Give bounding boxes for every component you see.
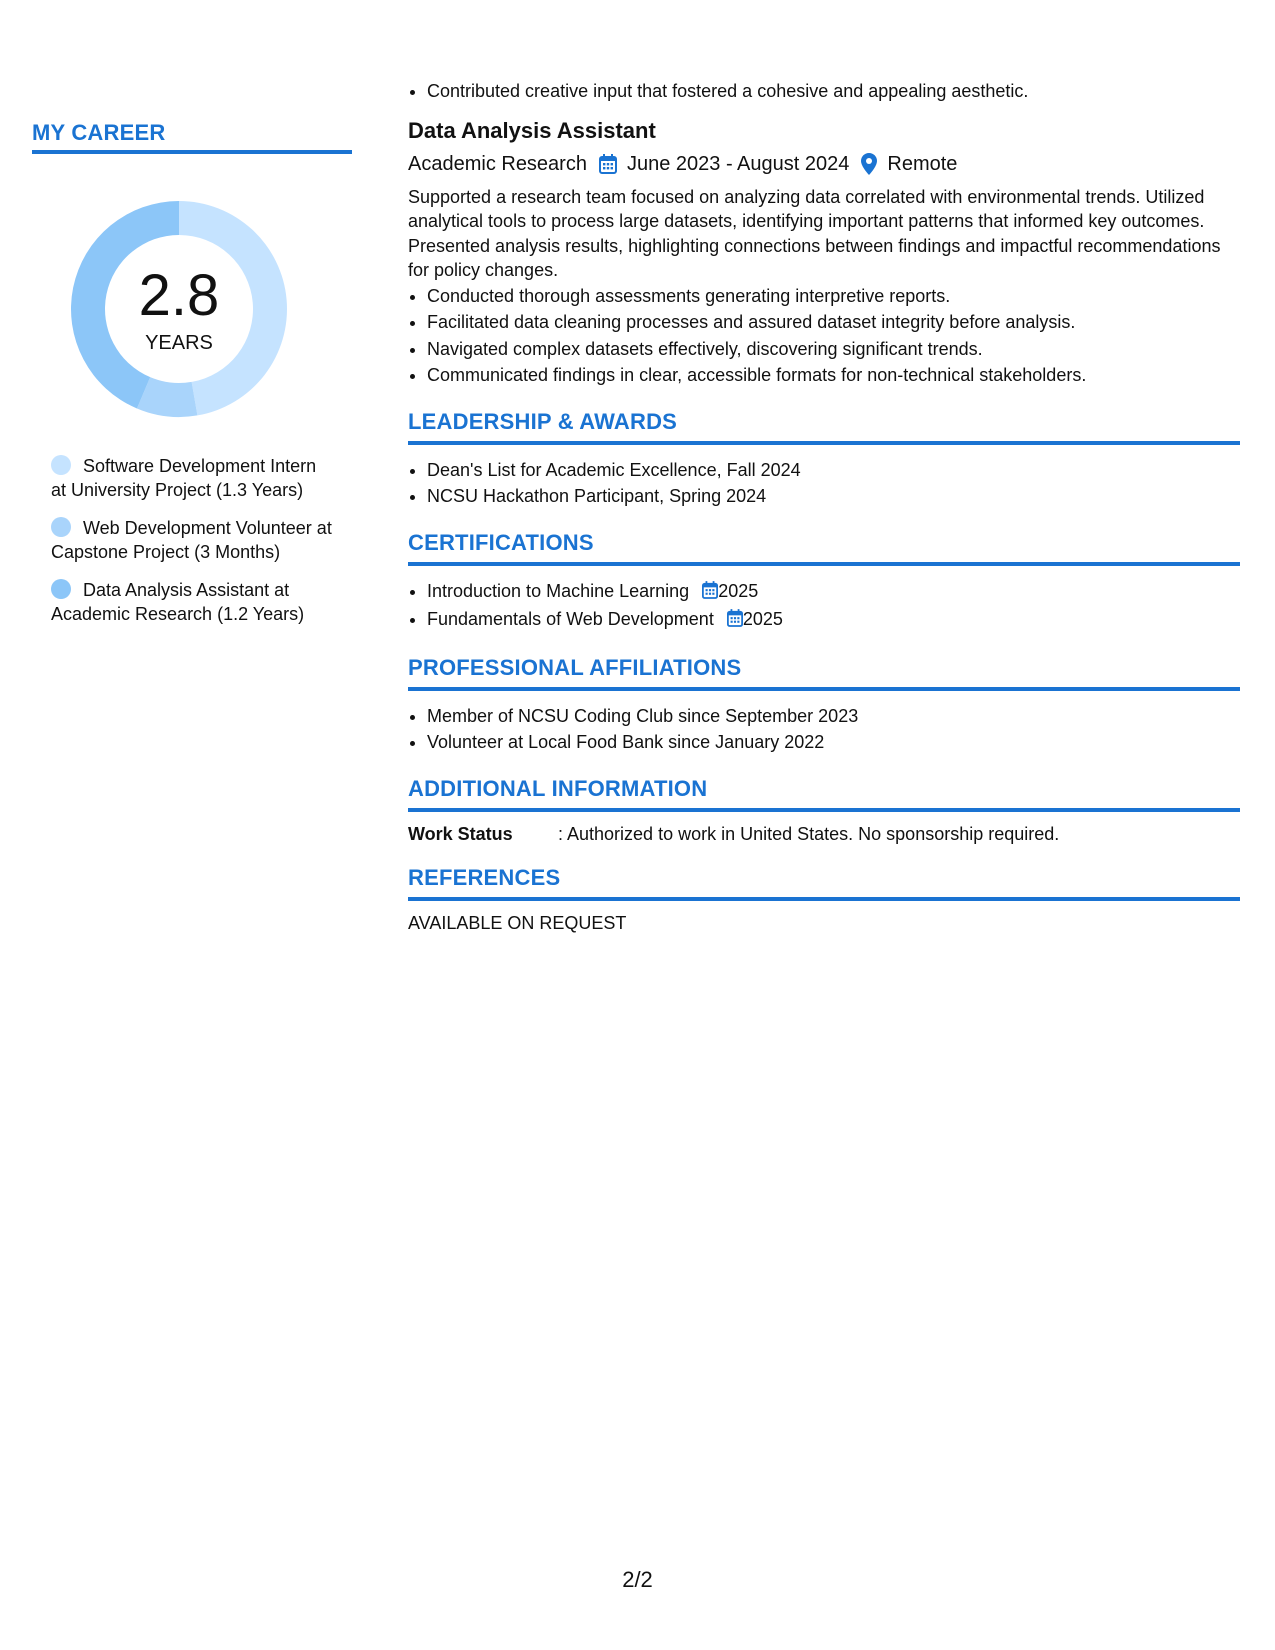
career-total-unit: YEARS: [145, 332, 213, 354]
calendar-icon: [727, 608, 743, 635]
legend-label: Software Development Intern at University Project (1.3 Years): [51, 456, 317, 500]
work-status-key: Work Status: [408, 823, 513, 844]
legend-label: Web Development Volunteer at Capstone Project (3 Months): [51, 518, 332, 562]
affiliations-heading: PROFESSIONAL AFFILIATIONS: [408, 655, 1240, 691]
list-item: • Facilitated data cleaning processes and assured dataset integrity before analysis.: [427, 309, 1240, 336]
cert-year: 2025: [718, 580, 759, 601]
job-description: Supported a research team focused on analyzing data correlated with environmental trends. Utilized analytical tools to process large datasets, identifying important patterns that informed key outcomes. Presented analysis results, highlighting connections between findings and impactful recommendations for policy changes.: [408, 186, 1221, 280]
leadership-heading: LEADERSHIP & AWARDS: [408, 409, 1240, 445]
calendar-icon: [702, 580, 718, 607]
legend-dot-icon: [51, 517, 71, 537]
references-heading: REFERENCES: [408, 865, 1240, 901]
cert-year: 2025: [742, 609, 783, 629]
list-item: • Contributed creative input that fostered a cohesive and appealing aesthetic.: [427, 78, 1240, 105]
additional-info-section: [408, 776, 1240, 845]
affiliations-section: [408, 655, 1240, 756]
legend-item: [51, 578, 333, 626]
certifications-heading: CERTIFICATIONS: [408, 530, 1240, 566]
leadership-list: [408, 457, 1240, 510]
job-bullets: [408, 283, 1240, 389]
work-status-value: : Authorized to work in United States. No sponsorship required.: [558, 823, 1060, 844]
calendar-icon: [599, 154, 617, 174]
additional-info-heading: ADDITIONAL INFORMATION: [408, 776, 1240, 812]
cert-name: Fundamentals of Web Development: [427, 609, 714, 629]
list-item: [427, 578, 1240, 607]
cert-name: Introduction to Machine Learning: [427, 580, 690, 601]
donut-center: [64, 194, 294, 424]
page-number: 2/2: [622, 1567, 653, 1592]
references-text: AVAILABLE ON REQUEST: [408, 912, 627, 933]
legend-label: Data Analysis Assistant at Academic Research (1.2 Years): [51, 580, 305, 624]
work-status-row: [408, 824, 1240, 845]
location-pin-icon: [861, 153, 877, 175]
list-item: • Conducted thorough assessments generating interpretive reports.: [427, 283, 1240, 310]
affiliations-list: [408, 703, 1240, 756]
career-heading: MY CAREER: [32, 120, 352, 154]
list-item: • Volunteer at Local Food Bank since January 2022: [427, 729, 1240, 756]
job-location: Remote: [887, 152, 958, 175]
job-title: Data Analysis Assistant: [408, 117, 656, 143]
career-total-value: 2.8: [138, 263, 220, 328]
list-item: • NCSU Hackathon Participant, Spring 2024: [427, 483, 1240, 510]
career-legend: [32, 454, 352, 626]
list-item: • Navigated complex datasets effectively, discovering significant trends.: [427, 336, 1240, 363]
job-meta: [408, 151, 1240, 177]
main-content: [408, 78, 1240, 934]
certifications-list: [408, 578, 1240, 635]
career-sidebar: [32, 120, 352, 640]
list-item: • Communicated findings in clear, accessible formats for non-technical stakeholders.: [427, 362, 1240, 389]
career-donut-chart: [64, 194, 294, 424]
legend-dot-icon: [51, 579, 71, 599]
legend-item: [51, 454, 333, 502]
legend-dot-icon: [51, 455, 71, 475]
prev-job-bullets: [408, 78, 1240, 105]
list-item: • Member of NCSU Coding Club since September 2023: [427, 703, 1240, 730]
list-item: • Dean's List for Academic Excellence, Fall 2024: [427, 457, 1240, 484]
list-item: [427, 606, 1240, 635]
references-section: [408, 865, 1240, 934]
job-dates: June 2023 - August 2024: [626, 152, 850, 175]
legend-item: [51, 516, 333, 564]
leadership-section: [408, 409, 1240, 510]
certifications-section: [408, 530, 1240, 635]
job-org: Academic Research: [408, 152, 587, 175]
